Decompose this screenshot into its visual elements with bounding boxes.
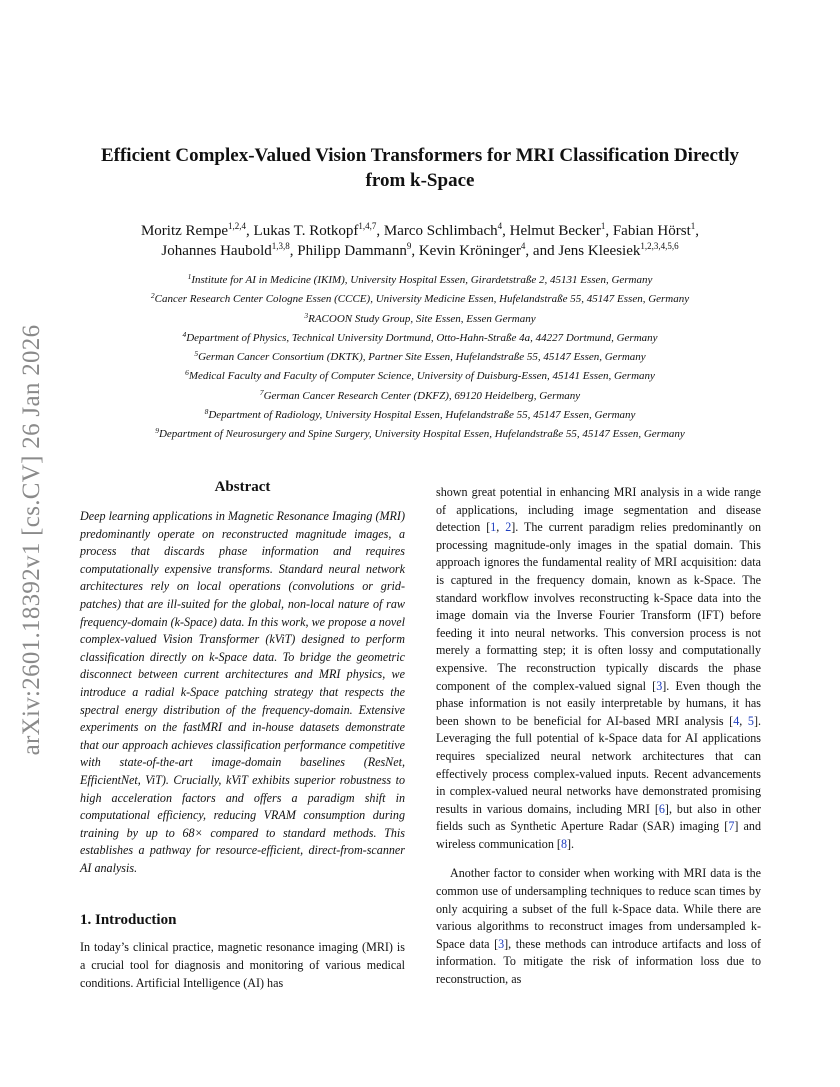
author-name: Philipp Dammann xyxy=(297,243,407,259)
affiliation-text: Cancer Research Center Cologne Essen (CCCE), University Medicine Essen, Hufelandstraße 55, 45147 Essen, Germany xyxy=(154,293,690,306)
affiliation-item xyxy=(80,406,760,425)
citation-link[interactable]: 5 xyxy=(747,713,754,728)
affiliation-text: Institute for AI in Medicine (IKIM), University Hospital Essen, Girardetstraße 2, 45131 Essen, Germany xyxy=(191,274,653,286)
author-name: Fabian Hörst xyxy=(612,223,691,239)
author-name: Lukas T. Rotkopf xyxy=(253,223,359,239)
author-affiliation-marker: 1,3,8 xyxy=(271,241,290,251)
introduction-text: In today’s clinical practice, magnetic resonance imaging (MRI) is a crucial tool for diagnosis and monitoring of various medical conditions. Artificial Intelligence (AI) has xyxy=(80,940,405,990)
affiliation-text: RACOON Study Group, Site Essen, Essen Germany xyxy=(308,312,536,325)
left-column xyxy=(80,478,405,992)
affiliation-text: German Cancer Consortium (DKTK), Partner Site Essen, Hufelandstraße 55, 45147 Essen, Germany xyxy=(198,351,646,364)
affiliation-list xyxy=(80,271,760,445)
affiliation-number: 8 xyxy=(204,407,209,417)
body-paragraph-1: shown great potential in enhancing MRI analysis in a wide range of applications, including image segmentation and disease detection [1, 2]. The current paradigm relies predominantly on processing magnitude-only images in the spatial domain. This approach ignores the fundamental reality of MRI acquisition: data is captured in the frequency domain, known as k-Space. The standard workflow involves reconstructing k-Space data into the image domain via the Inverse Fourier Transform (IFT) before feeding it into neural networks. This conversion process is not merely a formatting step; it is often lossy and computationally expensive. The reconstruction typically discards the phase component of the complex-valued signal [3]. Even though the phase information is not easily interpretable by humans, it has been shown to be beneficial for AI-based MRI analysis [4, 5]. Leveraging the full potential of k-Space data for AI applications requires specialized neural network architectures that can effectively process complex-valued inputs. Recent advancements in complex-valued neural networks have demonstrated promising results in various domains, including MRI [6], but also in other fields such as Synthetic Aperture Radar (SAR) imaging [7] and wireless communication [8]. xyxy=(436,485,762,851)
citation-link[interactable]: 6 xyxy=(658,801,665,816)
affiliation-number: 1 xyxy=(187,272,192,281)
author-name: Helmut Becker xyxy=(509,223,601,239)
affiliation-item xyxy=(80,310,760,329)
author-affiliation-marker: 1,4,7 xyxy=(358,221,377,231)
body-paragraph-2: Another factor to consider when working with MRI data is the common use of undersampling techniques to reduce scan times by only acquiring a subset of the full k-Space data. While there are various algorithms to reconstruct images from undersampled k-Space data [3], these methods can introduce artifacts and loss of information. To mitigate the risk of information loss due to reconstruction, as xyxy=(436,866,762,987)
arxiv-sidebar-stamp xyxy=(12,300,52,780)
affiliation-number: 7 xyxy=(259,387,264,397)
paper-title xyxy=(80,143,760,193)
author-name: Marco Schlimbach xyxy=(383,223,498,239)
affiliation-item xyxy=(80,290,760,309)
affiliation-number: 2 xyxy=(150,291,155,301)
author-affiliation-marker: 1 xyxy=(600,221,606,231)
author-line-2: Johannes Haubold$^{1,3,8}$, Philipp Dammann$^9$, Kevin Kröninger$^4$, and Jens Kleesiek$^{1,2,3,4,5,6}$ xyxy=(161,241,679,259)
author-name: Moritz Rempe xyxy=(140,223,229,239)
affiliation-item xyxy=(80,367,760,386)
citation-link[interactable]: 1 xyxy=(490,520,497,535)
citation-link[interactable]: 8 xyxy=(560,836,567,851)
citation-link[interactable]: 2 xyxy=(505,520,512,535)
affiliation-item xyxy=(80,387,760,406)
affiliation-item xyxy=(80,329,760,348)
abstract-heading: Abstract xyxy=(214,479,271,495)
author-list xyxy=(80,221,760,261)
title-line-1: Efficient Complex-Valued Vision Transformers for MRI Classification Directly xyxy=(100,145,740,166)
right-column xyxy=(436,484,761,989)
affiliation-text: German Cancer Research Center (DKFZ), 69120 Heidelberg, Germany xyxy=(263,389,581,402)
affiliation-item xyxy=(80,271,760,290)
affiliation-item xyxy=(80,348,760,367)
affiliation-text: Medical Faculty and Faculty of Computer Science, University of Duisburg-Essen, 45141 Essen, Germany xyxy=(188,370,655,383)
citation-link[interactable]: 3 xyxy=(656,678,663,693)
author-name: Kevin Kröninger xyxy=(418,243,521,259)
affiliation-text: Department of Neurosurgery and Spine Surgery, University Hospital Essen, Hufelandstraße 55, 45147 Essen, Germany xyxy=(158,428,685,441)
affiliation-number: 9 xyxy=(155,426,159,436)
author-affiliation-marker: 4 xyxy=(520,241,526,251)
arxiv-identifier: arXiv:2601.18392v1 [cs.CV] 26 Jan 2026 xyxy=(18,324,45,756)
affiliation-item xyxy=(80,425,760,444)
citation-link[interactable]: 3 xyxy=(498,936,505,951)
author-affiliation-marker: 4 xyxy=(497,221,503,231)
author-affiliation-marker: 1 xyxy=(690,221,696,231)
author-affiliation-marker: 9 xyxy=(406,241,412,251)
author-line-1: Moritz Rempe$^{1,2,4}$, Lukas T. Rotkopf$^{1,4,7}$, Marco Schlimbach$^4$, Helmut Becker$^1$, Fabian Hörst$^1$, xyxy=(140,221,700,239)
affiliation-text: Department of Physics, Technical University Dortmund, Otto-Hahn-Straße 4a, 44227 Dortmund, Germany xyxy=(186,331,658,344)
citation-link[interactable]: 7 xyxy=(728,819,735,834)
citation-link[interactable]: 4 xyxy=(733,713,740,728)
affiliation-number: 5 xyxy=(194,349,199,359)
introduction-heading: 1. Introduction xyxy=(80,912,177,929)
affiliation-text: Department of Radiology, University Hospital Essen, Hufelandstraße 55, 45147 Essen, Germany xyxy=(208,409,636,422)
affiliation-number: 3 xyxy=(304,310,309,320)
author-affiliation-marker: 1,2,3,4,5,6 xyxy=(640,241,679,251)
affiliation-number: 4 xyxy=(182,329,187,339)
author-name: Johannes Haubold xyxy=(161,243,272,259)
title-line-2: from k-Space xyxy=(365,170,475,191)
affiliation-number: 6 xyxy=(185,368,189,378)
author-affiliation-marker: 1,2,4 xyxy=(228,221,247,231)
author-name: and Jens Kleesiek xyxy=(532,243,641,259)
abstract-text: Deep learning applications in Magnetic Resonance Imaging (MRI) predominantly operate on reconstructed magnitude images, a process that discards phase information and requires computationally expensive transforms. Standard neural network architectures rely on local operations (convolutions or grid-patches) that are ill-suited for the global, non-local nature of raw frequency-domain (k-Space) data. In this work, we propose a novel complex-valued Vision Transformer (kViT) designed to perform classification directly on k-Space data. To bridge the geometric disconnect between current architectures and MRI physics, we introduce a radial k-Space patching strategy that respects the spectral energy distribution of the frequency-domain. Extensive experiments on the fastMRI and in-house datasets demonstrate that our approach achieves classification performance competitive with state-of-the-art image-domain baselines (ResNet, EfficientNet, ViT). Crucially, kViT exhibits superior robustness to high acceleration factors and offers a paradigm shift in computational efficiency, reducing VRAM consumption during training by up to 68× compared to standard methods. This establishes a pathway for resource-efficient, direct-from-scanner AI analysis. xyxy=(80,509,405,875)
